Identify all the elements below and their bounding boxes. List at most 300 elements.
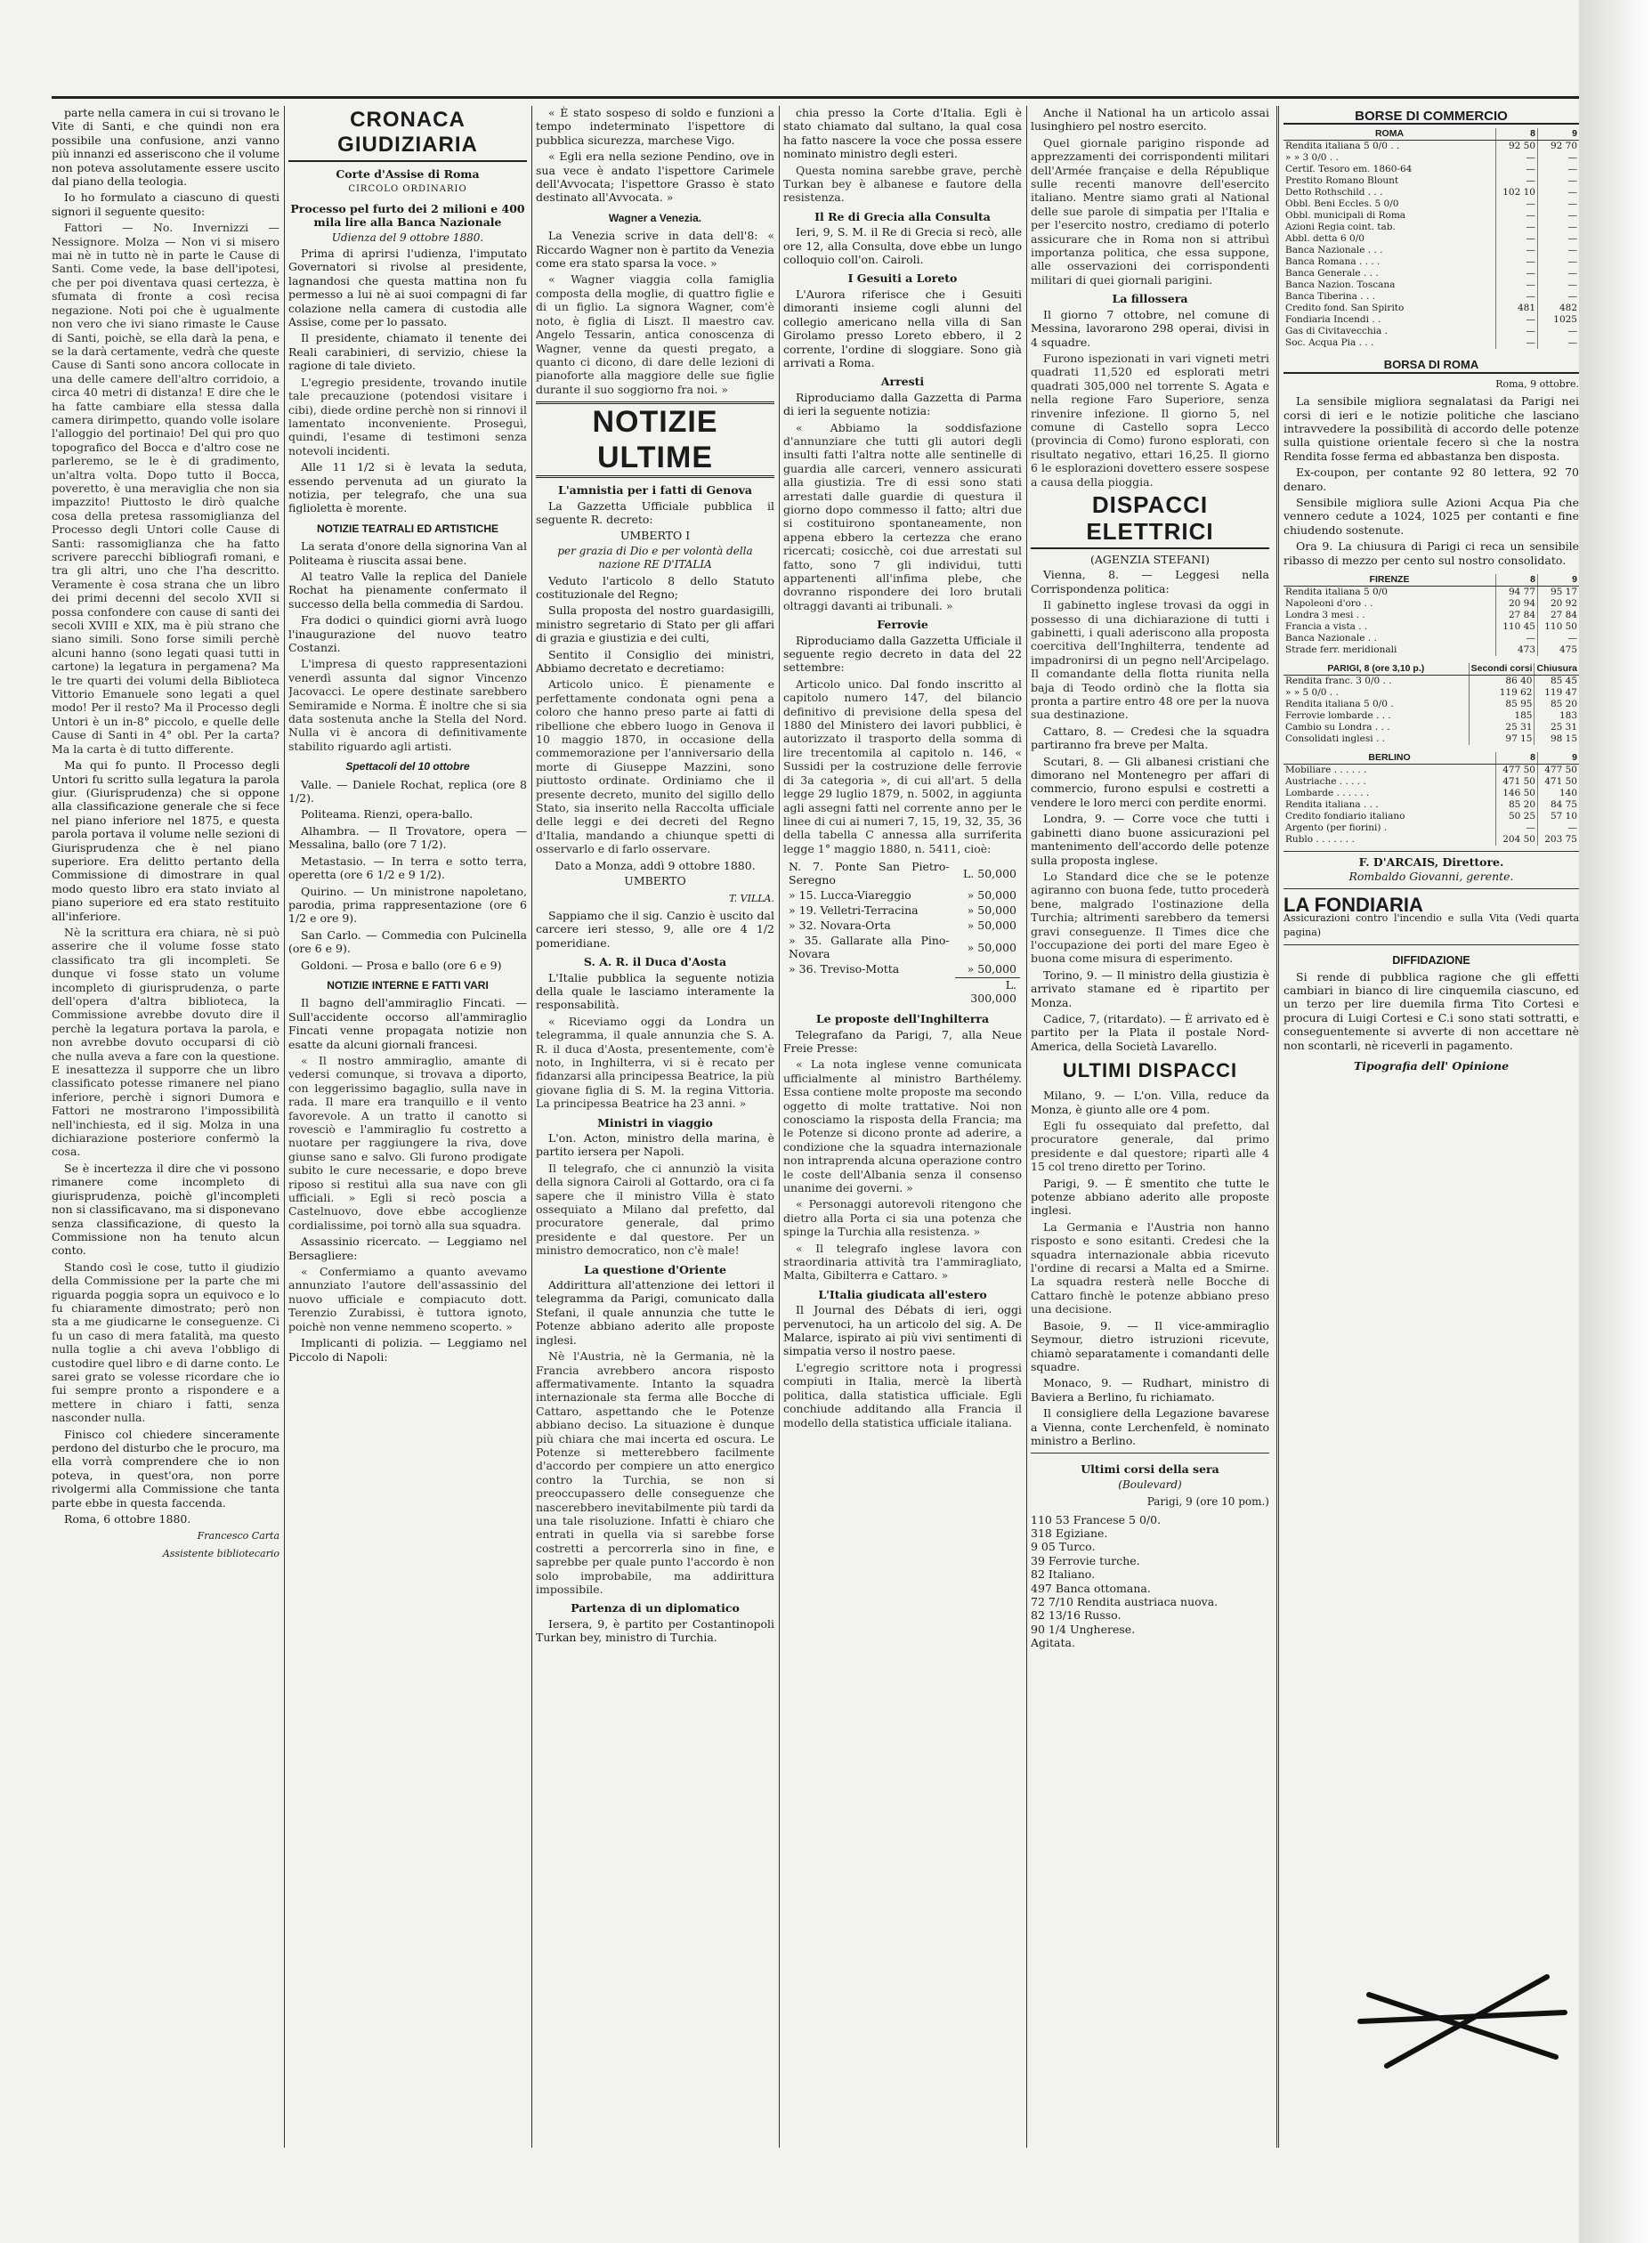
news-agency: (AGENZIA STEFANI) xyxy=(1090,552,1210,566)
section-title: Spettacoli del 10 ottobre xyxy=(345,760,470,773)
table-header: 8 xyxy=(1496,752,1538,765)
security-name: Obbl. Beni Eccles. 5 0/0 xyxy=(1285,198,1399,210)
column-rule xyxy=(1026,106,1027,2148)
article-paragraph: Il giorno 7 ottobre, nel comune di Messina, lavorarono 298 operai, divisi in 4 squadre. xyxy=(1031,307,1269,349)
parigi-quotes-table xyxy=(1284,663,1579,745)
article-title: Partenza di un diplomatico xyxy=(571,1601,740,1615)
article-title: La fillossera xyxy=(1112,292,1188,306)
section-title: CRONACA GIUDIZIARIA xyxy=(288,108,527,162)
security-name: Rublo . . . . . . . xyxy=(1285,834,1355,846)
decree-signature: UMBERTO xyxy=(624,874,686,888)
security-price: — xyxy=(1496,152,1538,164)
berlino-quotes-table xyxy=(1284,752,1579,846)
article-paragraph: L'on. Acton, ministro della marina, è partito iersera per Napoli. xyxy=(536,1131,774,1159)
newspaper-page xyxy=(52,96,1579,2157)
security-name: Strade ferr. meridionali xyxy=(1285,644,1397,656)
quote-line: 90 1/4 Ungherese. xyxy=(1031,1622,1136,1636)
security-name: » » 5 0/0 . . xyxy=(1285,687,1339,699)
table-row xyxy=(1284,633,1579,644)
security-name: Rendita italiana 5 0/0 . . xyxy=(1285,141,1400,152)
table-row xyxy=(1284,610,1579,621)
line-amount: » 50,000 xyxy=(967,888,1016,903)
table-row xyxy=(1284,687,1579,699)
security-name: Soc. Acqua Pia . . . xyxy=(1285,337,1374,349)
security-price: — xyxy=(1496,175,1538,187)
article-paragraph: L'egregio scrittore nota i progressi compiuti in Italia, mercè la libertà politica, dalla statistica ufficiale. Egli conchiude additando alla Francia il modello della statistica ufficiale italiana. xyxy=(783,1360,1022,1429)
manager-name: Rombaldo Giovanni, gerente. xyxy=(1348,869,1514,883)
security-price: — xyxy=(1538,222,1580,233)
security-name: Banca Nazionale . . . xyxy=(1285,245,1383,256)
wire-item: Il consigliere della Legazione bavarese a Vienna, conte Lerchenfeld, è nominato ministro a Berlino. xyxy=(1031,1406,1269,1447)
section-title: NOTIZIE TEATRALI ED ARTISTICHE xyxy=(317,522,498,535)
security-price: 86 40 xyxy=(1469,676,1535,688)
article-paragraph: Io ho formulato a ciascuno di questi signori il seguente quesito: xyxy=(52,190,279,218)
table-row xyxy=(1284,699,1579,710)
table-header: Chiusura xyxy=(1535,663,1579,676)
security-price: 471 50 xyxy=(1538,776,1580,788)
article-paragraph: L'Aurora riferisce che i Gesuiti dimoranti insieme cogli alunni del collegio americano nella villa di San Girolamo presso Loreto ebbero, il 2 corrente, l'ordine di sloggiare. Sono già arrivati a Roma. xyxy=(783,287,1022,369)
table-row xyxy=(1284,198,1579,210)
article-title: La questione d'Oriente xyxy=(584,1262,726,1276)
article-paragraph: Fra dodici o quindici giorni avrà luogo l'inaugurazione del nuovo teatro Costanzi. xyxy=(288,613,527,654)
security-name: Austriache . . . . . xyxy=(1285,776,1366,788)
table-row xyxy=(1284,621,1579,633)
table-row xyxy=(785,888,1020,902)
security-price: 92 50 xyxy=(1496,141,1538,153)
article-paragraph: Egli fu ossequiato dal prefetto, dal procuratore generale, dal primo presidente e dal questore; ripartì alle 4 15 col treno diretto per Torino. xyxy=(1031,1119,1269,1174)
security-price: 110 45 xyxy=(1496,621,1538,633)
quote-line: 39 Ferrovie turche. xyxy=(1031,1553,1140,1567)
insurance-ad xyxy=(1284,888,1579,939)
table-header: ROMA xyxy=(1284,128,1496,141)
security-name: Prestito Romano Blount xyxy=(1285,175,1399,187)
column-1 xyxy=(52,106,279,2157)
wire-item: Scutari, 8. — Gli albanesi cristiani che dimorano nel Montenegro per affari di commercio, furono espulsi e costretti a vendere le loro merci con perdite enormi. xyxy=(1031,754,1269,809)
section-title: ULTIMI DISPACCI xyxy=(1062,1059,1238,1082)
article-paragraph: Al teatro Valle la replica del Daniele Rochat ha pienamente confermato il successo della bella commedia di Sardou. xyxy=(288,569,527,611)
article-paragraph: Questa nomina sarebbe grave, perchè Turkan bey è albanese e fautore della resistenza. xyxy=(783,163,1022,205)
security-price: 27 84 xyxy=(1496,610,1538,621)
show-listing: Alhambra. — Il Trovatore, opera — Messalina, ballo (ore 7 1/2). xyxy=(288,823,527,852)
security-name: Londra 3 mesi . . xyxy=(1285,610,1365,621)
article-paragraph: La Gazzetta Ufficiale pubblica il seguente R. decreto: xyxy=(536,498,774,526)
security-name: Rendita italiana 5 0/0 xyxy=(1285,587,1388,598)
article-paragraph: « Wagner viaggia colla famiglia composta della moglie, di quattro figlie e di un figlio. La signora Wagner, com'è noto, è figlia di Liszt. Il maestro cav. Angelo Tessarin, antica conoscenza di Wagner, venne da questi pregato, a quanto ci dicono, di dare delle lezioni di pianoforte alla maggiore delle sue figlie durante il suo soggiorno fra noi. » xyxy=(536,272,774,396)
security-price: — xyxy=(1496,233,1538,245)
article-title: Le proposte dell'Inghilterra xyxy=(815,1012,990,1026)
table-row xyxy=(1284,245,1579,256)
article-paragraph: Stando così le cose, tutto il giudizio della Commissione per la parte che mi riguarda poggia sopra un equivoco e lo fu chiaramente dimostrato; però non sta a me giudicarne le conseguenze. Ci fu un caso di mera fatalità, ma questo nulla toglie a chi aveva l'obbligo di custodire quel libro e di darne conto. Le sarei grato se volesse ricordare che io fui sempre pronto a rispondere e a mettere in chiaro i fatti, senza nasconder nulla. xyxy=(52,1259,279,1425)
case-title: Processo pel furto dei 2 milioni e 400 mila lire alla Banca Nazionale xyxy=(290,201,525,230)
table-row xyxy=(1284,222,1579,233)
article-paragraph: Nè la scrittura era chiara, nè si può asserire che il volume fosse stato classificato tra gli incompleti. Se dunque vi fosse stato un volume incompleto di giurisprudenza, o parte dell'opera d'altra biblioteca, la Commissione avrebbe dovuto dire il perchè la legatura portava la parola, e non avrebbe dovuto occuparsi di ciò che nulla aveva a fare con la questione. E inesattezza il supporre che un libro classificato potesse rimanere nel piano inferiore, perchè i signori Dumora e Fattori ne mostrarono l'impossibilità nell'inchiesta, ed il sig. Molza in una dichiarazione posteriore confermò la cosa. xyxy=(52,925,279,1159)
security-price: 183 xyxy=(1535,710,1579,722)
security-price: — xyxy=(1538,256,1580,268)
security-price: — xyxy=(1496,279,1538,291)
ad-subtitle: Assicurazioni contro l'incendio e sulla Vita (Vedi quarta pagina) xyxy=(1284,912,1579,938)
article-paragraph: « Egli era nella sezione Pendino, ove in sua vece è andato l'ispettore Carimele dell'Avvocata; l'ispettore Grasso è stato destinato all'Avvocata. » xyxy=(536,150,774,205)
quote-line: Agitata. xyxy=(1031,1636,1075,1650)
table-header: 8 xyxy=(1496,128,1538,141)
security-price: — xyxy=(1538,268,1580,279)
line-amount: » 50,000 xyxy=(967,903,1016,918)
security-price: — xyxy=(1538,152,1580,164)
security-price: — xyxy=(1538,291,1580,303)
quote-line: 82 13/16 Russo. xyxy=(1031,1608,1122,1623)
security-name: Fondiaria Incendi . . xyxy=(1285,314,1381,326)
article-title: Ministri in viaggio xyxy=(597,1115,713,1130)
quote-line: 72 7/10 Rendita austriaca nuova. xyxy=(1031,1595,1219,1608)
article-paragraph: Sulla proposta del nostro guardasigilli, ministro segretario di Stato per gli affari di grazia e giustizia e dei culti, xyxy=(536,603,774,645)
security-price: — xyxy=(1496,256,1538,268)
table-header: 9 xyxy=(1538,128,1580,141)
table-row xyxy=(1284,233,1579,245)
security-name: Banca Nazion. Toscana xyxy=(1285,279,1396,291)
section-title: NOTIZIE INTERNE E FATTI VARI xyxy=(327,978,489,992)
security-price: 477 50 xyxy=(1538,765,1580,777)
column-5 xyxy=(1031,106,1269,2157)
article-paragraph: chia presso la Corte d'Italia. Egli è stato chiamato dal sultano, la qual cosa ha fatto nascere la voce che possa essere nominato ministro degli esteri. xyxy=(783,106,1022,161)
decree-countersign: T. VILLA. xyxy=(728,892,774,904)
ad-logo: LA FONDIARIA xyxy=(1284,893,1423,916)
security-price: — xyxy=(1538,279,1580,291)
decree-king: UMBERTO I xyxy=(620,529,691,543)
security-price: 119 47 xyxy=(1535,687,1579,699)
article-paragraph: Nè l'Austria, nè la Germania, nè la Francia avrebbero ancora risposto affermativamente. Intanto la squadra internazionale sta ferma alle Bocche di Cattaro, aspettando che le Potenze abbiano deciso. La situazione è dunque più chiara che mai incerta ed oscura. Le Potenze si metterebbero facilmente d'accordo per compiere un atto energico contro la Turchia, se non si preoccupassero delle conseguenze che nascerebbero inevitabilmente più tardi da una tale risoluzione. Infatti è chiaro che entrati in quella via si sarebbe forse costretti a percorrerla sino in fine, e saprebbe per quale punto l'accordo è non solo improbabile, ma addirittura impossibile. xyxy=(536,1349,774,1596)
wire-item: Cadice, 7, (ritardato). — È arrivato ed è partito per la Plata il postale Nord-America, della Società Lavarello. xyxy=(1031,1011,1269,1053)
security-price: — xyxy=(1538,198,1580,210)
section-title: Wagner a Venezia. xyxy=(608,211,702,224)
article-paragraph: Assassinio ricercato. — Leggiamo nel Bersagliere: xyxy=(288,1235,527,1262)
article-paragraph: « Personaggi autorevoli ritengono che dietro alla Porta ci sia una potenza che spinge la Turchia alla resistenza. » xyxy=(783,1197,1022,1239)
printer-credit: Tipografia dell' Opinione xyxy=(1353,1058,1510,1073)
line-amount: » 50,000 xyxy=(967,962,1016,976)
article-title: Ultimi corsi della sera xyxy=(1081,1462,1219,1477)
article-paragraph: « Abbiamo la soddisfazione d'annunziare che tutti gli autori degli insulti fatti l'altra notte alle sentinelle di guardia alle carceri, vennero assicurati alla giustizia. Tre di essi sono stati arrestati dalle guardie di questura il giorno dopo commesso il fatto; altri due si costituirono spontaneamente, non appena ebbero la certezza che erano ricercati; cosicchè, coi due arrestati sul fatto, sono 7 gli individui, tutti appartenenti all'infima plebe, che dovranno rispondere dei loro brutali oltraggi davanti ai tribunali. » xyxy=(783,420,1022,612)
signature: Francesco Carta xyxy=(197,1530,279,1543)
article-paragraph: Alle 11 1/2 si è levata la seduta, essendo pervenuta ad un giurato la notizia, per telegrafo, che una sua figlioletta è morente. xyxy=(288,460,527,515)
security-name: Credito fond. San Spirito xyxy=(1285,303,1405,314)
director-name: F. D'ARCAIS, Direttore. xyxy=(1358,855,1504,870)
article-title: L'Italia giudicata all'estero xyxy=(818,1287,987,1301)
table-header: 9 xyxy=(1538,752,1580,765)
security-name: Francia a vista . . xyxy=(1285,621,1368,633)
table-header: BERLINO xyxy=(1284,752,1496,765)
security-price: 477 50 xyxy=(1496,765,1538,777)
security-price: — xyxy=(1496,822,1538,834)
section-title: DISPACCI ELETTRICI xyxy=(1031,491,1269,549)
security-name: Mobiliare . . . . . . xyxy=(1285,765,1367,776)
security-price: 471 50 xyxy=(1496,776,1538,788)
page-edge-shadow xyxy=(1579,0,1652,2243)
article-paragraph: Riproduciamo dalla Gazzetta di Parma di ieri la seguente notizia: xyxy=(783,390,1022,418)
article-paragraph: L'impresa di questo rappresentazioni venerdì assunta dal signor Vincenzo Jacovacci. Le opere destinate sarebbero Semiramide e Norma. È inoltre che si sia data sostenuta anche la Stella del Nord. Nulla vi è ancora di definitivamente stabilito riguardo agli artisti. xyxy=(288,657,527,753)
security-name: Obbl. municipali di Roma xyxy=(1285,210,1406,222)
column-rule xyxy=(779,106,780,2148)
line-amount: L. 50,000 xyxy=(963,866,1016,880)
line-name: » 19. Velletri-Terracina xyxy=(789,903,919,918)
security-price: 481 xyxy=(1496,303,1538,314)
table-row xyxy=(1284,788,1579,799)
line-name: » 35. Gallarate alla Pino-Novara xyxy=(789,934,950,961)
table-row xyxy=(1284,722,1579,733)
security-price: — xyxy=(1496,222,1538,233)
article-paragraph: Sensibile migliora sulle Azioni Acqua Pia che vennero cedute a 1024, 1025 per contanti e fine chiudendo sostenute. xyxy=(1284,496,1579,537)
security-price: — xyxy=(1496,245,1538,256)
line-total: L. 300,000 xyxy=(955,977,1020,1005)
column-rule xyxy=(1276,106,1279,2148)
table-row xyxy=(1284,314,1579,326)
security-price: — xyxy=(1538,337,1580,349)
quote-line: 497 Banca ottomana. xyxy=(1031,1581,1151,1595)
show-listing: San Carlo. — Commedia con Pulcinella (ore 6 e 9). xyxy=(288,927,527,956)
article-paragraph: La sensibile migliora segnalatasi da Parigi nei corsi di ieri e le notizie politiche che lasciano intravvedere la possibilità di accordo delle potenze sulla quistione orientale fecero sì che la nostra Rendita fosse ferma ed abbastanza ben disposta. xyxy=(1284,394,1579,463)
section-title: NOTIZIE ULTIME xyxy=(536,401,774,478)
security-price: 97 15 xyxy=(1469,733,1535,745)
article-title: S. A. R. il Duca d'Aosta xyxy=(583,955,727,969)
security-price: — xyxy=(1496,198,1538,210)
security-name: Consolidati inglesi . . xyxy=(1285,733,1385,745)
article-paragraph: Il telegrafo, che ci annunziò la visita della signora Cairoli al Gottardo, ora ci fa sapere che il ministro Villa è stato ossequiato a Milano dal prefetto, dal procuratore generale, dal primo presidente e dal questore. Per un ministro democratico, non c'è male! xyxy=(536,1161,774,1258)
show-listing: Politeama. Rienzi, opera-ballo. xyxy=(301,807,474,822)
security-name: Certif. Tesoro em. 1860-64 xyxy=(1285,164,1413,175)
security-name: Argento (per fiorini) . xyxy=(1285,822,1388,834)
hearing-date: Udienza del 9 ottobre 1880. xyxy=(331,231,484,244)
line-amount: » 50,000 xyxy=(967,940,1016,954)
security-name: Azioni Regia coint. tab. xyxy=(1285,222,1396,233)
article-paragraph: Se è incertezza il dire che vi possono rimanere come incompleto di giurisprudenza, poichè gl'incompleti non si classificavano, ma si disponevano senza classificazione, di questo la Commissione non ha tenuto alcun conto. xyxy=(52,1161,279,1258)
article-paragraph: Quel giornale parigino risponde ad apprezzamenti dei corrispondenti militari dell'Armée française e della République sulle recenti manovre dell'esercito italiano. Mentre siamo grati al National delle sue parole di simpatia per l'Italia e per l'esercito nostro, crediamo di poterlo assicurare che in Roma non si attribuì importanza politica, che essa suppone, alle osservazioni dei corrispondenti militari di quei giornali parigini. xyxy=(1031,135,1269,287)
show-listing: Quirino. — Un ministrone napoletano, parodia, prima rappresentazione (ore 6 1/2 e ore 9). xyxy=(288,884,527,926)
security-price: 25 31 xyxy=(1535,722,1579,733)
article-paragraph: Telegrafano da Parigi, 7, alla Neue Freie Presse: xyxy=(783,1027,1022,1055)
article-paragraph: Il Journal des Débats di ieri, oggi pervenutoci, ha un articolo del sig. A. De Malarce, ispirato ai più vivi sentimenti di simpatia verso il nostro paese. xyxy=(783,1303,1022,1358)
article-paragraph: Articolo unico. Dal fondo inscritto al capitolo numero 147, del bilancio definitivo di previsione della spesa del 1880 del Ministero dei lavori pubblici, è autorizzato il trasporto della somma di lire trecentomila al capitolo n. 146, « Sussidi per la costruzione delle ferrovie di 3a categoria », di cui all'art. 5 della legge 29 luglio 1879, n. 5002, in aggiunta agli assegni fatti nel corrente anno per le linee di cui ai numeri 7, 15, 19, 32, 35, 36 della tabella C annessa alla surriferita legge 1° maggio 1880, n. 5411, cioè: xyxy=(783,676,1022,855)
table-row xyxy=(1284,834,1579,846)
railway-lines-table xyxy=(783,858,1022,1007)
article-paragraph: « Confermiamo a quanto avevamo annunziato l'autore dell'assassinio del nuovo ufficiale e compiacuto dott. Terenzio Zurabissi, è tuttora ignoto, poichè non venne nemmeno scoperto. » xyxy=(288,1265,527,1333)
notice-box xyxy=(1284,944,1579,1073)
article-title: L'amnistia per i fatti di Genova xyxy=(558,483,752,498)
wire-item: Parigi, 9. — È smentito che tutte le potenze abbiano aderito alle proposte inglesi. xyxy=(1031,1176,1269,1218)
security-name: Gas di Civitavecchia . xyxy=(1285,326,1388,337)
security-price: 27 84 xyxy=(1538,610,1580,621)
column-rule xyxy=(531,106,532,2148)
table-row xyxy=(1284,799,1579,811)
article-paragraph: Prima di aprirsi l'udienza, l'imputato Governatori si rivolse al presidente, lagnandosi che questa mattina non fu permesso a lui nè ai suoi compagni di far colazione nella camera di custodia alle Assise, come per lo passato. xyxy=(288,247,527,329)
security-price: 84 75 xyxy=(1538,799,1580,811)
security-price: 473 xyxy=(1496,644,1538,656)
line-name: » 15. Lucca-Viareggio xyxy=(789,888,911,903)
article-paragraph: parte nella camera in cui si trovano le Vite di Santi, e che quindi non era possibile una confusione, anzi vanno più innanzi ed asseriscono che il volume non poteva assolutamente essere uscito dal piano della teologia. xyxy=(52,106,279,189)
table-row xyxy=(1284,326,1579,337)
security-price: 1025 xyxy=(1538,314,1580,326)
quote-line: 318 Egiziane. xyxy=(1031,1526,1108,1540)
table-row xyxy=(785,919,1020,932)
table-row xyxy=(1284,776,1579,788)
notice-title: DIFFIDAZIONE xyxy=(1392,954,1470,968)
security-name: Abbl. detta 6 0/0 xyxy=(1285,233,1365,245)
article-paragraph: Veduto l'articolo 8 dello Statuto costituzionale del Regno; xyxy=(536,573,774,601)
security-price: — xyxy=(1538,245,1580,256)
article-title: Ferrovie xyxy=(877,618,928,632)
security-price: — xyxy=(1538,164,1580,175)
article-paragraph: Riproduciamo dalla Gazzetta Ufficiale il seguente regio decreto in data del 22 settembre: xyxy=(783,633,1022,675)
column-3 xyxy=(536,106,774,2157)
table-row xyxy=(1284,765,1579,777)
security-price: — xyxy=(1538,187,1580,198)
table-row xyxy=(1284,141,1579,153)
article-paragraph: « La nota inglese venne comunicata ufficialmente al ministro Barthélemy. Essa contiene molte proposte ma secondo oggetto di molte trattative. Noi non conosciamo la risposta della Francia; ma le Potenze si dicono pronte ad aderire, a condizione che la squadra internazionale non intraprenda alcuna operazione contro le coste dell'Albania senza il consenso unanime dei governi. » xyxy=(783,1057,1022,1194)
article-paragraph: « Riceviamo oggi da Londra un telegramma, il quale annunzia che S. A. R. il duca d'Aosta, presentemente, com'è noto, in Inghilterra, vi si è recato per fidanzarsi alla principessa Beatrice, la più giovane figlia di S. M. la regina Vittoria. La principessa Beatrice ha 23 anni. » xyxy=(536,1014,774,1111)
table-header: 9 xyxy=(1538,574,1580,587)
section-title: BORSE DI COMMERCIO xyxy=(1284,109,1579,125)
table-row xyxy=(1284,587,1579,599)
court-name: Corte d'Assise di Roma xyxy=(336,167,480,181)
column-4 xyxy=(783,106,1022,2157)
security-price: 185 xyxy=(1469,710,1535,722)
security-price: — xyxy=(1538,326,1580,337)
article-paragraph: Ma qui fo punto. Il Processo degli Untori fu scritto sulla legatura la parola giur. (Giurisprudenza) che si oppone alla classificazione generale che si fece nel piano inferiore nel 1875, e questa parola portava il volume nelle sezioni di Giurisprudenza che è nel piano superiore. Era delitto pertanto della Commissione di dimostrare in qual modo questo libro era stato inviato al piano superiore ed era stato restituito all'inferiore. xyxy=(52,758,279,923)
table-row xyxy=(1284,822,1579,834)
market-place: (Boulevard) xyxy=(1118,1478,1182,1491)
article-paragraph: Furono ispezionati in vari vigneti metri quadrati 11,520 ed esplorati metri quadrati 305,000 nel torrente S. Agata e nella regione Faro Superiore, senza rinvenire infezione. Il giorno 5, nel comune di Castello sopra Lecco (provincia di Como) furono esplorati, con risultato negativo, ettari 16,25. Il giorno 6 le esplorazioni dovettero essere sospese a causa della pioggia. xyxy=(1031,351,1269,489)
table-row xyxy=(1284,733,1579,745)
security-name: Rendita italiana . . . xyxy=(1285,799,1379,811)
table-row xyxy=(1284,598,1579,610)
article-paragraph: Ieri, 9, S. M. il Re di Grecia si recò, alle ore 12, alla Consulta, dove ebbe un lungo colloquio coll'on. Cairoli. xyxy=(783,225,1022,267)
table-row xyxy=(785,860,1020,887)
article-paragraph: La Venezia scrive in data dell'8: « Riccardo Wagner non è partito da Venezia come era stato sparsa la voce. » xyxy=(536,229,774,271)
section-title: BORSA DI ROMA xyxy=(1284,358,1579,373)
security-price: — xyxy=(1496,314,1538,326)
security-price: 102 10 xyxy=(1496,187,1538,198)
security-name: Detto Rothschild . . . xyxy=(1285,187,1383,198)
wire-item: Torino, 9. — Il ministro della giustizia è arrivato stamane ed è ripartito per Monza. xyxy=(1031,968,1269,1009)
notice-text: Si rende di pubblica ragione che gli effetti cambiari in bianco di lire cinquemila ciascuno, ed un terzo per lire duemila firma Tito Cortesi e procura di Luigi Cortesi e C.i sono stati sottratti, e conseguentemente si avverte di non accettare nè non scontarli, nè riceverli in pagamento. xyxy=(1284,969,1579,1052)
security-name: Rendita franc. 3 0/0 . . xyxy=(1285,676,1392,687)
article-paragraph: Ora 9. La chiusura di Parigi ci reca un sensibile ribasso di mezzo per cento sul nostro consolidato. xyxy=(1284,539,1579,567)
wire-item: Milano, 9. — L'on. Villa, reduce da Monza, è giunto alle ore 4 pom. xyxy=(1031,1089,1269,1116)
wire-item: Basoie, 9. — Il vice-ammiraglio Seymour, dietro istruzioni ricevute, chiamò separatamente i comandanti delle squadre. xyxy=(1031,1318,1269,1373)
security-price: 204 50 xyxy=(1496,834,1538,846)
security-price: 95 17 xyxy=(1538,587,1580,599)
article-paragraph: Sentito il Consiglio dei ministri, Abbiamo decretato e decretiamo: xyxy=(536,647,774,675)
table-row xyxy=(1284,676,1579,688)
security-price: 25 31 xyxy=(1469,722,1535,733)
table-row xyxy=(785,962,1020,976)
roma-quotes-table xyxy=(1284,128,1579,349)
line-name: N. 7. Ponte San Pietro-Seregno xyxy=(789,860,950,887)
security-price: 50 25 xyxy=(1496,811,1538,822)
table-header: Secondi corsi xyxy=(1469,663,1535,676)
article-paragraph: « È stato sospeso di soldo e funzioni a tempo indeterminato l'ispettore di pubblica sicurezza, marchese Vigo. xyxy=(536,106,774,147)
article-paragraph: Ex-coupon, per contante 92 80 lettera, 92 70 denaro. xyxy=(1284,466,1579,493)
security-price: — xyxy=(1496,164,1538,175)
table-row xyxy=(785,934,1020,960)
table-row xyxy=(1284,164,1579,175)
security-name: Banca Generale . . . xyxy=(1285,268,1379,279)
security-name: Banca Nazionale . . xyxy=(1285,633,1377,644)
security-price: — xyxy=(1496,633,1538,644)
security-name: » » 3 0/0 . . xyxy=(1285,152,1339,164)
article-paragraph: L'egregio presidente, trovando inutile tale precauzione (potendosi visitare i cibi), diede ordine perchè non si rinnovi il lamentato inconveniente. Proseguì, quindi, l'esame di testimoni senza notevoli incidenti. xyxy=(288,375,527,458)
article-paragraph: Finisco col chiedere sinceramente perdono del disturbo che le procuro, ma ella vorrà comprendere che io non poteva, in quest'ora, non porre rivolgermi alla Commissione che tanta parte ebbe in questa faccenda. xyxy=(52,1427,279,1510)
article-paragraph: Lo Standard dice che se le potenze agiranno con buona fede, tutto procederà bene, malgrado l'ostinazione della Turchia; altrimenti sarebbero da temersi gravi conseguenze. Il Times dice che l'occupazione dei porti del mare Egeo è buona come misura di esperimento. xyxy=(1031,869,1269,966)
court-circle: CIRCOLO ORDINARIO xyxy=(348,184,467,195)
line-name xyxy=(785,977,953,1005)
line-amount: » 50,000 xyxy=(967,919,1016,933)
security-price: 203 75 xyxy=(1538,834,1580,846)
table-row xyxy=(1284,303,1579,314)
show-listing: Goldoni. — Prosa e ballo (ore 6 e 9) xyxy=(301,958,502,972)
article-paragraph: Fattori — No. Invernizzi — Nessignore. Molza — Non vi si misero mai nè in tutto nè in parte le Cause di Santi. Come vede, la base dell'ipotesi, che per poi diventava quasi certezza, è sfumata di fronte a così recisa negazione. Noti poi che è ugualmente non vero che ivi siano rimaste le Cause di Santi, poichè, se ella darà la pena, e se la darà certamente, vedrà che queste Cause di Santi sono ancora collocate in una delle camere dell'altro corridoio, a circa 40 metri di distanza! E dire che le ha fatte cambiare ella stessa dalla camera dirimpetto, quando volle isolare l'alloggio del portinaio! Del qui pro quo topografico del Bocca e d'altro cose ne parleremo, se le è di gradimento, un'altra volta. Dopo tutto il Bocca, poveretto, è una meraviglia che non sia impazzito! Piuttosto le dirò qualche cosa della pretesa rassomiglianza del Processo degli Untori colle Cause di Santi: rassomiglianza che ha fatto scrivere parecchi bibliografi romani, e tra gli altri, uno che l'ha descritto. Veramente è cosa strana che un libro dei primi decenni del secolo XVII si possa confondere con cause di santi dei secoli XVIII e XIX, ma è più strano che siano simili. Sono forse simili perchè alcuni hanno (sono legati quasi tutti in cartone) la legatura in pergamena? Ma le tre quarti dei volumi della Biblioteca Vittorio Emanuele sono legati a quel modo! Per il resto? Ma il Processo degli Untori è un in-8° piccolo, e quelle delle Cause di Santi in 4° obl. Per la carta? Ma la carta è di tutto differente. xyxy=(52,221,279,756)
table-row xyxy=(1284,811,1579,822)
security-name: Lombarde . . . . . . xyxy=(1285,788,1370,799)
column-6 xyxy=(1284,106,1579,2157)
security-name: Credito fondiario italiano xyxy=(1285,811,1405,822)
evening-quotes xyxy=(1031,1453,1269,1649)
security-price: 85 20 xyxy=(1496,799,1538,811)
line-name: » 36. Treviso-Motta xyxy=(789,962,900,976)
table-header: 8 xyxy=(1496,574,1538,587)
signature-role: Assistente bibliotecario xyxy=(162,1547,279,1559)
article-paragraph: Articolo unico. È pienamente e perfettamente condonata ogni pena a coloro che hanno preso parte ai fatti di ribellione che ebbero luogo in Genova il 10 maggio 1870, in occasione della commemorazione per l'anniversario della morte di Giuseppe Mazzini, sono piuttosto ordinate. Ordiniamo che il presente decreto, munito del sigillo dello Stato, sia inserito nella Raccolta ufficiale delle leggi e dei decreti del Regno d'Italia, mandando a chiunque spetti di osservarlo e di farlo osservare. xyxy=(536,677,774,856)
article-title: Il Re di Grecia alla Consulta xyxy=(814,209,991,223)
table-row xyxy=(1284,175,1579,187)
security-price: 85 20 xyxy=(1535,699,1579,710)
article-paragraph: Iersera, 9, è partito per Costantinopoli Turkan bey, ministro di Turchia. xyxy=(536,1616,774,1645)
table-row xyxy=(785,977,1020,1005)
show-listing: Metastasio. — In terra e sotto terra, operetta (ore 6 1/2 e 9 1/2). xyxy=(288,854,527,882)
security-price: 85 45 xyxy=(1535,676,1579,688)
security-price: — xyxy=(1538,822,1580,834)
column-rule xyxy=(284,106,285,2148)
security-price: 85 95 xyxy=(1469,699,1535,710)
security-price: — xyxy=(1496,210,1538,222)
security-price: — xyxy=(1496,291,1538,303)
quote-line: 9 05 Turco. xyxy=(1031,1540,1096,1554)
table-row xyxy=(785,903,1020,917)
security-name: Banca Tiberina . . . xyxy=(1285,291,1375,303)
column-2 xyxy=(288,106,527,2157)
security-price: 119 62 xyxy=(1469,687,1535,699)
security-price: — xyxy=(1496,326,1538,337)
security-price: 140 xyxy=(1538,788,1580,799)
security-name: Rendita italiana 5 0/0 . xyxy=(1285,699,1394,710)
security-name: Cambio su Londra . . . xyxy=(1285,722,1390,733)
line-name: » 32. Novara-Orta xyxy=(789,919,891,933)
article-paragraph: Il presidente, chiamato il tenente dei Reali carabinieri, di servizio, chiese la ragione di tale divieto. xyxy=(288,331,527,373)
article-paragraph: Implicanti di polizia. — Leggiamo nel Piccolo di Napoli: xyxy=(288,1336,527,1364)
market-dateline: Parigi, 9 (ore 10 pom.) xyxy=(1146,1495,1269,1509)
table-row xyxy=(1284,210,1579,222)
article-title: Arresti xyxy=(880,375,925,389)
security-name: Ferrovie lombarde . . . xyxy=(1285,710,1391,722)
article-paragraph: Il bagno dell'ammiraglio Fincati. — Sull'accidente occorso all'ammiraglio Fincati venne propagata notizie non esatte da alcuni giornali francesi. xyxy=(288,996,527,1051)
security-name: Banca Romana . . . . xyxy=(1285,256,1381,268)
security-price: 57 10 xyxy=(1538,811,1580,822)
table-row xyxy=(1284,279,1579,291)
security-price: — xyxy=(1496,268,1538,279)
security-price: 110 50 xyxy=(1538,621,1580,633)
security-price: 92 70 xyxy=(1538,141,1580,153)
security-name: Napoleoni d'oro . . xyxy=(1285,598,1373,610)
wire-item: Cattaro, 8. — Credesi che la squadra partiranno fra breve per Malta. xyxy=(1031,724,1269,752)
security-price: — xyxy=(1538,233,1580,245)
table-row xyxy=(1284,256,1579,268)
market-dateline: Roma, 9 ottobre. xyxy=(1495,377,1579,390)
